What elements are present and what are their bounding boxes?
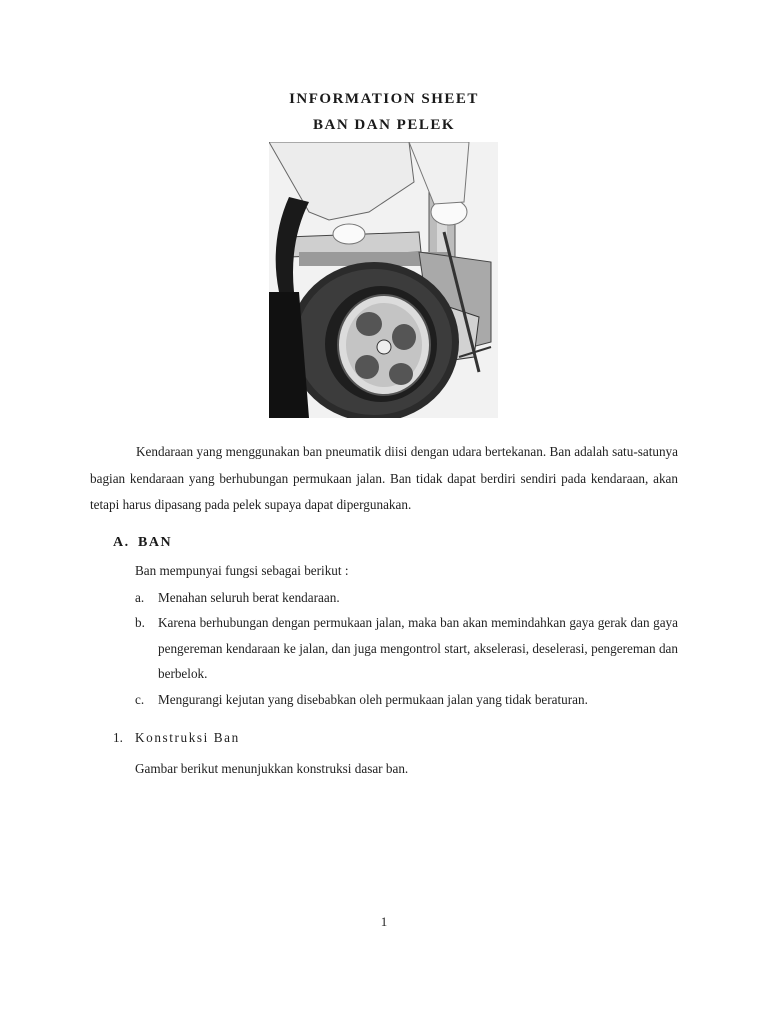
tire-changer-photo — [269, 142, 498, 418]
list-item — [135, 585, 678, 611]
list-item-text: Mengurangi kejutan yang disebabkan oleh permukaan jalan yang tidak beraturan. — [158, 692, 588, 707]
list-marker: a. — [135, 590, 145, 605]
intro-text: Kendaraan yang menggunakan ban pneumatik diisi dengan udara bertekanan. Ban adalah satu-satunya bagian kendaraan yang berhubungan permukaan jalan. Ban tidak dapat berdiri sendiri pada kendaraan, akan tetapi harus dipasang pada pelek supaya dapat dipergunakan. — [90, 444, 678, 512]
list-marker: b. — [135, 615, 145, 630]
document-subtitle: BAN DAN PELEK — [312, 117, 455, 133]
subsection-heading — [113, 730, 240, 746]
section-lead: Ban mempunyai fungsi sebagai berikut : — [135, 563, 349, 578]
subsection-text: Gambar berikut menunjukkan konstruksi dasar ban. — [135, 761, 409, 776]
tire-changer-illustration-icon — [269, 142, 498, 418]
section-title: BAN — [138, 535, 173, 550]
page-number: 1 — [380, 914, 388, 929]
document-title: INFORMATION SHEET — [289, 91, 479, 107]
subsection-number: 1. — [113, 730, 123, 745]
section-heading-ban — [113, 535, 172, 551]
subsection-title: Konstruksi Ban — [135, 730, 240, 745]
list-item — [135, 610, 678, 687]
section-number: A. — [113, 535, 130, 550]
list-marker: c. — [135, 692, 145, 707]
list-item-text: Menahan seluruh berat kendaraan. — [158, 590, 340, 605]
list-item — [135, 687, 678, 713]
intro-paragraph — [90, 439, 678, 519]
list-item-text: Karena berhubungan dengan permukaan jalan, maka ban akan memindahkan gaya gerak dan gaya pengereman kendaraan ke jalan, dan juga mengontrol start, akselerasi, deselerasi, pengereman dan berbelok. — [158, 615, 678, 681]
